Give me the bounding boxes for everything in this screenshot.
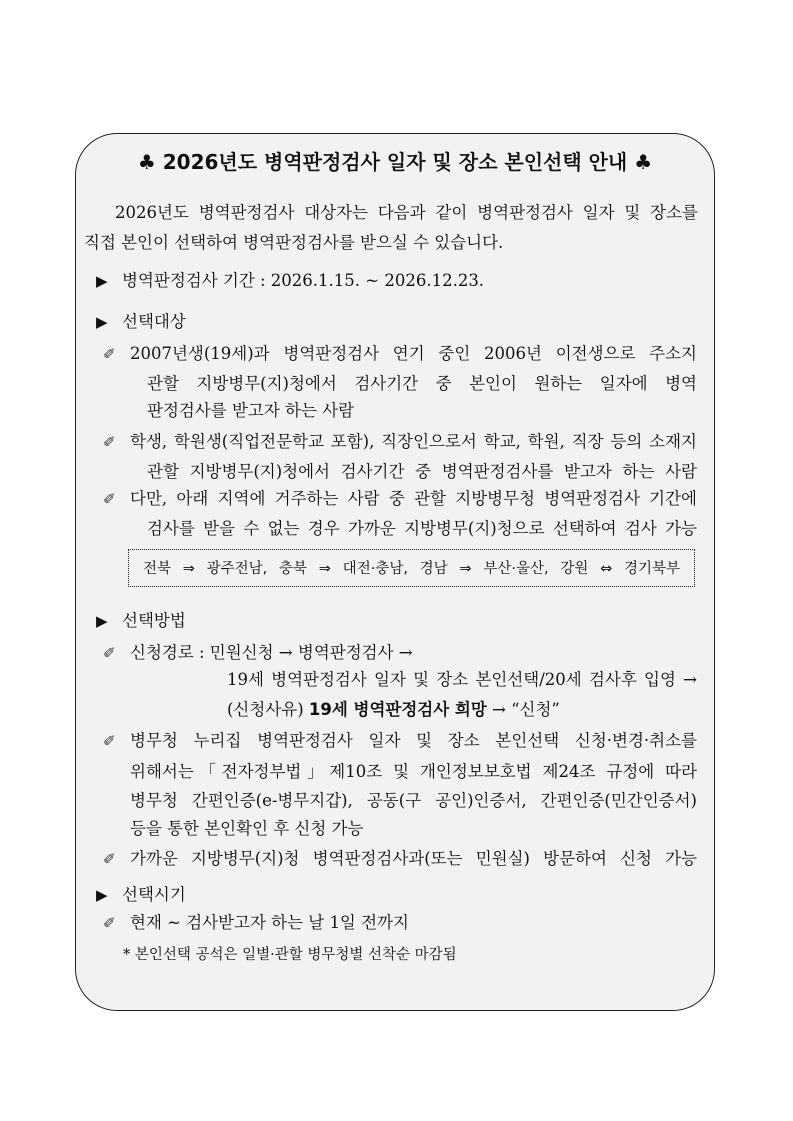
target-line: 2007년생(19세)과 병역판정검사 연기 중인 2006년 이전생으로 주소지	[130, 344, 697, 363]
method-line: 병무청 간편인증(e-병무지갑), 공동(구 공인)인증서, 간편인증(민간인증서)	[130, 791, 697, 810]
timing-line: 현재 ~ 검사받고자 하는 날 1일 전까지	[130, 913, 409, 932]
triangle-right-icon: ▶	[96, 612, 108, 630]
route-line: 신청경로 : 민원신청 → 병역판정검사 →	[130, 643, 413, 662]
route-apply: → “신청”	[492, 700, 560, 719]
triangle-right-icon: ▶	[96, 886, 108, 904]
pencil-icon: ✐	[103, 732, 116, 750]
triangle-right-icon: ▶	[96, 272, 108, 290]
pencil-icon: ✐	[103, 345, 116, 363]
method-line: 위해서는「전자정부법」제10조 및 개인정보보호법 제24조 규정에 따라	[130, 762, 697, 781]
pencil-icon: ✐	[103, 490, 116, 508]
method-line: 등을 통한 본인확인 후 신청 가능	[130, 819, 364, 838]
method-line: 병무청 누리집 병역판정검사 일자 및 장소 본인선택 신청·변경·취소를	[130, 731, 697, 750]
method-line: 가까운 지방병무(지)청 병역판정검사과(또는 민원실) 방문하여 신청 가능	[130, 849, 697, 868]
pencil-icon: ✐	[103, 433, 116, 451]
section-heading-method: 선택방법	[122, 611, 186, 630]
route-line	[227, 699, 560, 721]
pencil-icon: ✐	[103, 850, 116, 868]
target-line: 판정검사를 받고자 하는 사람	[147, 401, 355, 420]
intro-line: 2026년도 병역판정검사 대상자는 다음과 같이 병역판정검사 일자 및 장소를	[115, 203, 698, 222]
triangle-right-icon: ▶	[96, 313, 108, 331]
target-line: 학생, 학원생(직업전문학교 포함), 직장인으로서 학교, 학원, 직장 등의 소재지	[130, 432, 697, 451]
pencil-icon: ✐	[103, 914, 116, 932]
page-title: ♣ 2026년도 병역판정검사 일자 및 장소 본인선택 안내 ♣	[137, 150, 653, 174]
timing-note: * 본인선택 공석은 일별·관할 병무청별 선착순 마감됨	[123, 947, 457, 963]
route-reason-label: (신청사유)	[227, 700, 304, 719]
target-line: 검사를 받을 수 없는 경우 가까운 지방병무(지)청으로 선택하여 검사 가능	[147, 519, 697, 538]
pencil-icon: ✐	[103, 644, 116, 662]
regions-text: 전북 ⇒ 광주전남, 충북 ⇒ 대전·충남, 경남 ⇒ 부산·울산, 강원 ⇔ 경기북부	[143, 561, 680, 577]
target-line: 다만, 아래 지역에 거주하는 사람 중 관할 지방병무청 병역판정검사 기간에	[130, 489, 697, 508]
route-reason-value: 19세 병역판정검사 희망	[308, 700, 487, 719]
route-line: 19세 병역판정검사 일자 및 장소 본인선택/20세 검사후 입영 →	[227, 670, 697, 689]
section-heading-timing: 선택시기	[122, 885, 186, 904]
section-heading-target: 선택대상	[122, 312, 186, 331]
target-line: 관할 지방병무(지)청에서 검사기간 중 병역판정검사를 받고자 하는 사람	[147, 462, 697, 481]
regions-box	[128, 549, 695, 587]
target-line: 관할 지방병무(지)청에서 검사기간 중 본인이 원하는 일자에 병역	[147, 374, 697, 393]
intro-line: 직접 본인이 선택하여 병역판정검사를 받으실 수 있습니다.	[84, 233, 504, 252]
period-text: 병역판정검사 기간 : 2026.1.15. ~ 2026.12.23.	[122, 271, 485, 290]
